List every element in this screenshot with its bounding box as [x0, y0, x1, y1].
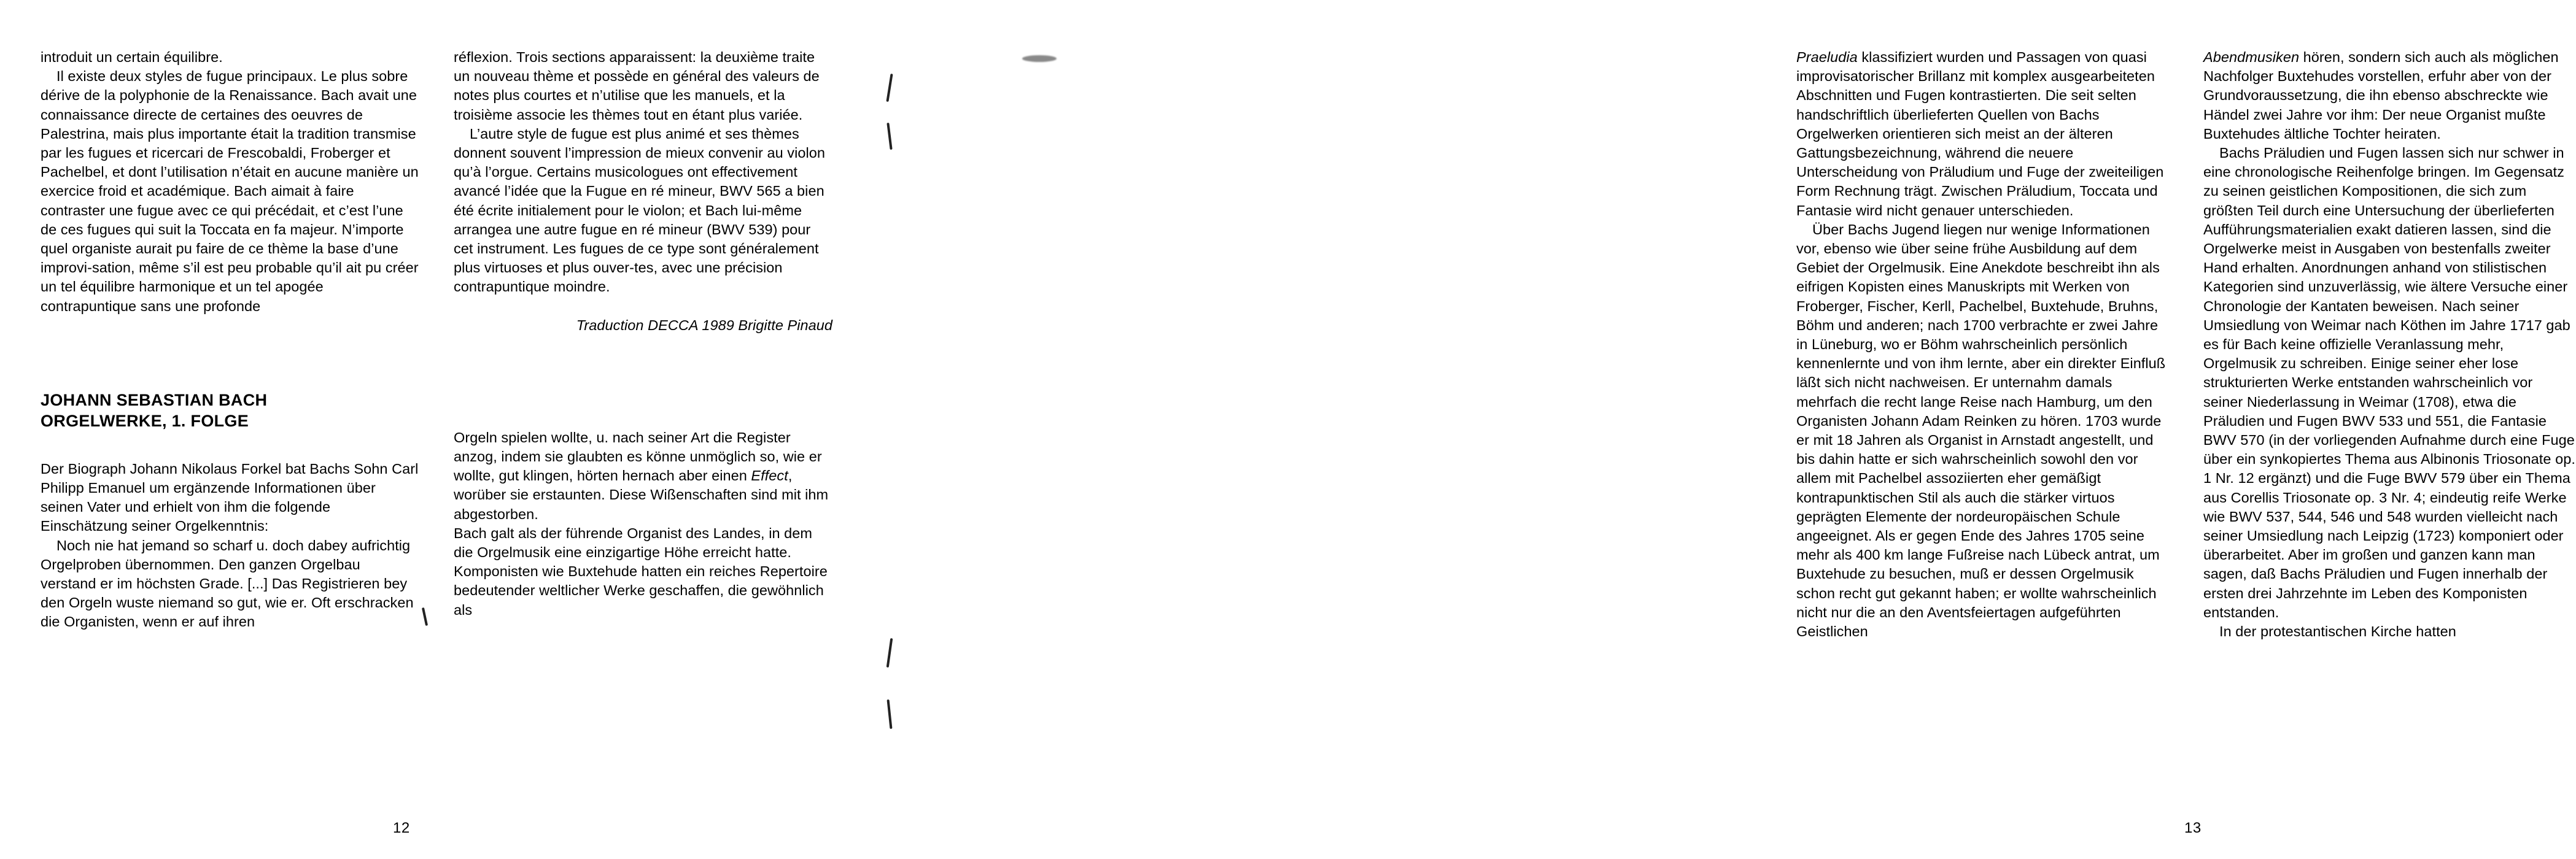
paragraph-text-head: Orgeln spielen wollte, u. nach seiner Art die Register anzog, indem sie glaubten es könne unmöglich so, wie er wollte, gut klingen, hörten hernach aber einen	[454, 429, 822, 484]
term-abendmusiken: Abendmusiken	[2203, 49, 2300, 65]
spacer	[41, 431, 419, 460]
page-number-right: 13	[2184, 820, 2202, 836]
paragraph: introduit un certain équilibre.	[41, 49, 223, 65]
page-right	[871, 0, 2575, 859]
spacer	[41, 316, 419, 390]
emphasis-effect: Effect	[751, 468, 788, 484]
spacer	[454, 335, 832, 428]
column-4	[2203, 48, 2576, 641]
section-heading-line-2: ORGELWERKE, 1. FOLGE	[41, 411, 249, 430]
column-1	[41, 48, 419, 632]
paragraph-text-tail: , worüber sie erstaunten. Diese Wißenschaften sind mit ihm abgestorben.	[454, 468, 829, 522]
paragraph	[2203, 48, 2576, 144]
page-number-left: 12	[393, 820, 410, 836]
paragraph: L’autre style de fugue est plus animé et ses thèmes donnent souvent l’impression de mieux convenir au violon qu’à l’orgue. Certains musicologues ont effectivement avancé l’idée que la Fugue en ré mineur, BWV 565 a bien été écrite initialement pour le violon; et Bach lui-même arrangea une autre fugue en ré mineur (BWV 539) pour cet instrument. Les fugues de ce type sont généralement plus virtuoses et plus ouver-tes, avec une précision contrapuntique moindre.	[454, 125, 826, 295]
paragraph: Der Biograph Johann Nikolaus Forkel bat Bachs Sohn Carl Philipp Emanuel um ergänzende Informationen über seinen Vater und erhielt von ihm die folgende Einschätzung seiner Orgelkenntnis:	[41, 460, 419, 534]
term-praeludia: Praeludia	[1796, 49, 1858, 65]
paragraph-text: klassifiziert wurden und Passagen von quasi improvisatorischer Brillanz mit komplex ausgearbeiteten Abschnitten und Fugen kontrastierten. Die seit selten handschriftlich überlieferten Quellen von Bachs Orgelwerken orientieren sich meist an der älteren Gattungsbezeichnung, während die neuere Unterscheidung von Präludium und Fuge der zweiteiligen Form Rechnung trägt. Zwischen Präludium, Toccata und Fantasie wird nicht genauer unterschieden.	[1796, 49, 2164, 218]
paragraph	[1796, 48, 2169, 220]
column-2	[454, 48, 832, 632]
paragraph: Bach galt als der führende Organist des Landes, in dem die Orgelmusik eine einzigartige Höhe erreicht hatte. Komponisten wie Buxtehude hatten ein reiches Repertoire bedeutender weltlicher Werke geschaffen, die gewöhnlich als	[454, 525, 828, 618]
paragraph: Bachs Präludien und Fugen lassen sich nur schwer in eine chronologische Reihenfolge bringen. Im Gegensatz zu seinen geistlichen Kompositionen, die sich zum größten Teil durch eine Untersuchung der überlieferten Aufführungsmaterialien exakt datieren lassen, sind die Orgelwerke meist in Ausgaben von bestenfalls zweiter Hand erhalten. Anordnungen anhand von stilistischen Kategorien sind unzuverlässig, wie ältere Versuche einer Chronologie der Kantaten beweisen. Nach seiner Umsiedlung von Weimar nach Köthen im Jahre 1717 gab es für Bach keine offizielle Veranlassung mehr, Orgelmusik zu schreiben. Einige seiner eher lose strukturierten Werke entstanden wahrscheinlich vor seiner Niederlassung in Weimar (1708), etwa die Präludien und Fugen BWV 533 und 551, die Fantasie BWV 570 (in der vorliegenden Aufnahme durch eine Fuge über ein synkopiertes Thema aus Albinonis Triosonate op. 1 Nr. 12 ergänzt) und die Fuge BWV 579 über ein Thema aus Corellis Triosonate op. 3 Nr. 4; eindeutig reife Werke wie BWV 537, 544, 546 und 548 wurden vielleicht nach seiner Umsiedlung nach Leipzig (1723) komponiert oder überarbeitet. Aber im großen und ganzen kann man sagen, daß Bachs Präludien und Fugen innerhalb der ersten drei Jahrzehnte im Leben des Komponisten entstanden.	[2203, 145, 2575, 620]
paragraph: réflexion. Trois sections apparaissent: la deuxième traite un nouveau thème et possède en général des valeurs de notes plus courtes et n’utilise que les manuels, et la troisième associe les thèmes tout en étant plus variée.	[454, 49, 820, 123]
column-3	[1796, 48, 2169, 641]
right-page-columns	[1796, 48, 2576, 641]
left-page-columns	[41, 48, 832, 632]
page-left	[0, 0, 871, 859]
paragraph: Noch nie hat jemand so scharf u. doch dabey aufrichtig Orgelproben übernommen. Den ganzen Orgelbau verstand er im höchsten Grade. [...] Das Registrieren bey den Orgeln wuste niemand so gut, wie er. Oft erschracken die Organisten, wenn er auf ihren	[41, 537, 414, 630]
paragraph-text: hören, sondern sich auch als möglichen Nachfolger Buxtehudes vorstellen, erfuhr aber von der Grundvoraussetzung, die ihn ebenso abschreckte wie Händel zwei Jahre vor ihm: Der neue Organist mußte Buxtehudes ältliche Tochter heiraten.	[2203, 49, 2559, 142]
section-heading-line-1: JOHANN SEBASTIAN BACH	[41, 390, 268, 409]
paragraph: Il existe deux styles de fugue principaux. Le plus sobre dérive de la polyphonie de la Renaissance. Bach avait une connaissance directe de certaines des oeuvres de Palestrina, mais plus importante était la tradition transmise par les fugues et ricercari de Frescobaldi, Froberger et Pachelbel, et dont l’utilisation n’était en aucune manière un exercice froid et académique. Bach aimait à faire contraster une fugue avec ce qui précédait, et c’est l’une de ces fugues qui suit la Toccata en fa majeur. N’importe quel organiste aurait pu faire de ce thème la base d’une improvi-sation, même s’il est peu probable qu’il ait pu créer un tel équilibre harmonique et un tel apogée contrapuntique sans une profonde	[41, 68, 419, 314]
paragraph: In der protestantischen Kirche hatten	[2219, 623, 2456, 640]
paragraph	[454, 428, 832, 524]
scan-smudge	[1022, 55, 1057, 62]
paragraph: Über Bachs Jugend liegen nur wenige Informationen vor, ebenso wie über seine frühe Ausbildung auf dem Gebiet der Orgelmusik. Eine Anekdote beschreibt ihn als eifrigen Kopisten eines Manuskripts mit Werken von Froberger, Fischer, Kerll, Pachelbel, Buxtehude, Bruhns, Böhm und anderen; nach 1700 verbrachte er zwei Jahre in Lüneburg, wo er Böhm wahrscheinlich persönlich kennenlernte und von ihm lernte, aber ein direkter Einfluß läßt sich nicht nachweisen. Er unternahm damals mehrfach die recht lange Reise nach Hamburg, um den Organisten Johann Adam Reinken zu hören. 1703 wurde er mit 18 Jahren als Organist in Arnstadt angestellt, und bis dahin hatte er sich wahrscheinlich sowohl den vor allem mit Pachelbel assoziierten eher gemäßigt kontrapunktischen Stil als auch die stärker virtuos geprägten Elemente der nordeuropäischen Schule angeeignet. Als er gegen Ende des Jahres 1705 seine mehr als 400 km lange Fußreise nach Lübeck antrat, um Buxtehude zu besuchen, muß er dessen Orgelmusik schon recht gut gekannt haben; er wollte wahrscheinlich nicht nur die an den Aventsfeiertagen aufgeführten Geistlichen	[1796, 221, 2166, 640]
translation-credit: Traduction DECCA 1989 Brigitte Pinaud	[576, 317, 832, 333]
